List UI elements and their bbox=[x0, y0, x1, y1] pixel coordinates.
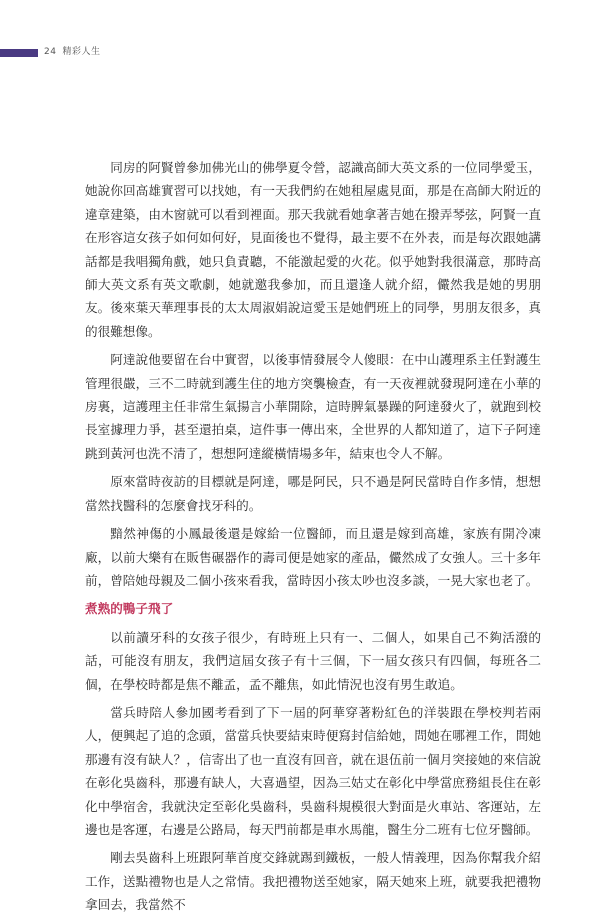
page-number: 24 bbox=[44, 47, 57, 57]
page-body bbox=[85, 156, 541, 922]
section-subheading: 煮熟的鴨子飛了 bbox=[85, 601, 174, 617]
header-accent-bar bbox=[0, 49, 38, 57]
paragraph: 阿達說他要留在台中實習，以後事情發展令人傻眼：在中山護理系主任對護生管理很嚴，三不二時就到護生住的地方突襲檢查，有一天夜裡就發現阿達在小華的房裏，這護理主任非常生氣揚言小華開除，這時脾氣暴躁的阿達發火了，就跑到校長室據理力爭，甚至還拍桌，這件事一傳出來，全世界的人都知道了，這下子阿達跳到黃河也洗不清了，想想阿達縱橫情場多年，結束也令人不解。 bbox=[85, 352, 541, 461]
paragraph: 剛去吳齒科上班跟阿華首度交鋒就踢到鐵板，一般人情義理，因為你幫我介紹工作，送點禮物也是人之常情。我把禮物送至她家，隔天她來上班，就要我把禮物拿回去，我當然不 bbox=[85, 850, 541, 913]
section-title: 精彩人生 bbox=[62, 47, 101, 57]
paragraph: 黯然神傷的小鳳最後還是嫁給一位醫師，而且還是嫁到高雄，家族有開冷凍廠，以前大樂有在販售碾器作的壽司便是她家的產品，儼然成了女強人。三十多年前，曾陪她母親及二個小孩來看我，當時因小孩太吵也沒多談，一晃大家也老了。 bbox=[85, 526, 541, 588]
paragraph: 以前讀牙科的女孩子很少，有時班上只有一、二個人，如果自己不夠活潑的話，可能沒有朋友，我們這屆女孩子有十三個，下一屆女孩只有四個，每班各二個，在學校時都是焦不離孟，孟不離焦，如此情況也沒有男生敢追。 bbox=[85, 629, 541, 692]
paragraph: 當兵時陪人參加國考看到了下一屆的阿華穿著粉紅色的洋裝跟在學校判若兩人，便興起了追的念頭，當當兵快要結束時便寫封信給她，問她在哪裡工作，問她那邊有沒有缺人？，信寄出了也一直沒有回音，就在退伍前一個月突接她的來信說在彰化吳齒科，那邊有缺人，大喜過望，因為三姑丈在彰化中學當庶務組長住在彰化中學宿舍，我就決定至彰化吳齒科，吳齒科規模很大對面是火車站、客運站，左邊也是客運，右邊是公路局，每天門前都是車水馬龍，醫生分二班有七位牙醫師。 bbox=[85, 704, 541, 837]
header-text bbox=[44, 44, 100, 57]
paragraph: 原來當時夜訪的目標就是阿達，哪是阿民，只不過是阿民當時自作多情，想想當然找醫科的怎麼會找牙科的。 bbox=[85, 474, 541, 513]
paragraph: 同房的阿賢曾參加佛光山的佛學夏令營，認識高師大英文系的一位同學愛玉，她說你回高雄實習可以找她，有一天我們約在她租屋處見面，那是在高師大附近的違章建築，由木窗就可以看到裡面。那天我就看她拿著吉她在撥弄琴弦，阿賢一直在形容這女孩子如何如何好，見面後也不覺得，最主要不在外表，而是每次跟她講話都是我唱獨角戲，她只負責聽，不能激起愛的火花。似乎她對我很滿意，那時高師大英文系有英文歌劇，她就邀我參加，而且還逢人就介紹，儼然我是她的男朋友。後來葉天華理事長的太太周淑娟說這愛玉是她們班上的同學，男朋友很多，真的很難想像。 bbox=[85, 160, 541, 339]
page-header bbox=[0, 44, 600, 58]
